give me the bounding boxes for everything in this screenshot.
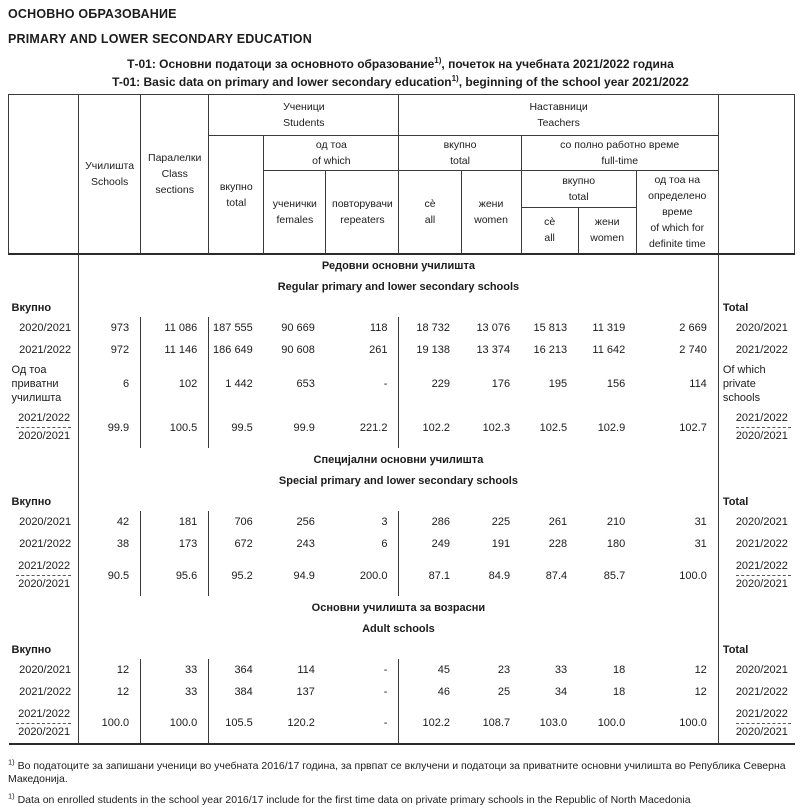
corner-cell-left bbox=[9, 95, 79, 255]
row-label bbox=[9, 448, 79, 493]
value-cell: 191 bbox=[491, 538, 511, 550]
value-cell: 114 bbox=[636, 361, 718, 407]
value-cell: 105.5 bbox=[209, 703, 264, 744]
footnote-en: $^{1)}$ Data on enrolled students in the school year 2016/17 include for the first time data on private primary schools in the Republic of North Macedonia bbox=[8, 791, 691, 806]
page-title-mk: ОСНОВНО ОБРАЗОВАНИЕ bbox=[8, 7, 177, 21]
section-title-row bbox=[9, 254, 795, 299]
value-cell: 23 bbox=[497, 664, 511, 676]
value-cell: 95.6 bbox=[141, 555, 209, 596]
section-title: Специјални основни училишта Special primary and lower secondary schools bbox=[79, 448, 719, 493]
value-cell: 102.2 bbox=[399, 703, 461, 744]
table-row bbox=[9, 361, 795, 407]
col-header-fulltime-all: сѐ all bbox=[521, 207, 578, 254]
col-header-definite-time: од тоа на определено време of which for definite time bbox=[636, 171, 718, 255]
value-cell: - bbox=[326, 681, 399, 703]
empty-cell bbox=[79, 493, 719, 511]
value-cell: 1 442 bbox=[225, 378, 253, 390]
value-cell: 87.1 bbox=[428, 569, 451, 582]
footnote-marker: 1) bbox=[434, 56, 442, 65]
col-header-fulltime-total: вкупно total bbox=[521, 171, 636, 208]
table-row bbox=[9, 641, 795, 659]
value-cell: 45 bbox=[437, 664, 451, 676]
table-row bbox=[9, 339, 795, 361]
row-label-en: 2021/2022 bbox=[718, 339, 794, 361]
row-label: 2020/2021 bbox=[9, 511, 79, 533]
value-cell: 102.3 bbox=[482, 421, 511, 434]
section-title: Основни училишта за возрасни Adult schools bbox=[79, 596, 719, 641]
value-cell: 384 bbox=[234, 686, 253, 698]
col-header-schools: Училишта Schools bbox=[79, 95, 141, 255]
value-cell: 13 076 bbox=[476, 322, 511, 334]
value-cell: 38 bbox=[79, 533, 141, 555]
row-label-en: 2021/2022 2020/2021 bbox=[718, 555, 794, 596]
col-header-teachers: Наставници Teachers bbox=[399, 95, 718, 136]
footnote-mk: $^{1)}$ Во податоците за запишани ученици во учебната 2016/17 година, за првпат се вклучени и податоци за приватните основни училишта во Република Северна Македонија. bbox=[8, 757, 786, 785]
row-label-en bbox=[718, 596, 794, 641]
section-title-row bbox=[9, 448, 795, 493]
value-cell: 31 bbox=[636, 511, 718, 533]
row-label-en bbox=[718, 254, 794, 299]
value-cell: 11 086 bbox=[141, 317, 209, 339]
ratio-divider bbox=[16, 427, 71, 428]
table-title-mk: Т-01: Основни податоци за основното образование$^{1)}$, почеток на учебната 2021/2022 година bbox=[127, 56, 674, 71]
value-cell: 25 bbox=[497, 686, 511, 698]
row-label-en: 2021/2022 2020/2021 bbox=[718, 407, 794, 448]
col-header-students-total: вкупно total bbox=[209, 136, 264, 255]
value-cell: 706 bbox=[234, 516, 253, 528]
value-cell: 176 bbox=[491, 378, 511, 390]
value-cell: 90 669 bbox=[281, 322, 315, 334]
value-cell: 11 319 bbox=[592, 322, 626, 334]
footnotes bbox=[8, 757, 796, 807]
footnote-marker: 1) bbox=[451, 74, 459, 83]
row-label-en: Total bbox=[718, 641, 794, 659]
value-cell: 256 bbox=[296, 516, 315, 528]
table-row bbox=[9, 659, 795, 681]
row-label-en: 2020/2021 bbox=[718, 317, 794, 339]
table-row bbox=[9, 493, 795, 511]
value-cell: 90 608 bbox=[281, 344, 315, 356]
value-cell: 18 bbox=[612, 664, 626, 676]
row-label-en: 2021/2022 bbox=[718, 533, 794, 555]
row-label-en: 2021/2022 2020/2021 bbox=[718, 703, 794, 744]
value-cell: 156 bbox=[606, 378, 626, 390]
row-label-en: 2021/2022 bbox=[718, 681, 794, 703]
ratio-divider bbox=[736, 575, 791, 576]
row-label-en: 2020/2021 bbox=[718, 659, 794, 681]
col-header-students-of-which: од тоа of which bbox=[264, 136, 399, 171]
value-cell: 42 bbox=[79, 511, 141, 533]
value-cell: 11 146 bbox=[141, 339, 209, 361]
value-cell: 972 bbox=[79, 339, 141, 361]
value-cell: 99.5 bbox=[231, 421, 253, 434]
table-row bbox=[9, 299, 795, 317]
value-cell: 108.7 bbox=[461, 703, 521, 744]
col-header-teachers-total: вкупно total bbox=[399, 136, 521, 171]
value-cell: 99.9 bbox=[293, 421, 315, 434]
value-cell: 200.0 bbox=[326, 555, 399, 596]
value-cell: 195 bbox=[548, 378, 568, 390]
value-cell: 114 bbox=[297, 664, 315, 676]
table-row bbox=[9, 407, 795, 448]
col-header-teachers-all: сѐ all bbox=[399, 171, 461, 255]
row-label: 2020/2021 bbox=[9, 317, 79, 339]
value-cell: 33 bbox=[141, 659, 209, 681]
value-cell: 102.5 bbox=[539, 421, 568, 434]
section-title-row bbox=[9, 596, 795, 641]
value-cell: 31 bbox=[636, 533, 718, 555]
value-cell: 33 bbox=[554, 664, 568, 676]
row-label: 2020/2021 bbox=[9, 659, 79, 681]
value-cell: 103.0 bbox=[521, 703, 578, 744]
value-cell: 16 213 bbox=[533, 344, 568, 356]
value-cell: 221.2 bbox=[326, 407, 399, 448]
value-cell: 181 bbox=[141, 511, 209, 533]
value-cell: 653 bbox=[296, 378, 315, 390]
value-cell: 12 bbox=[79, 659, 141, 681]
value-cell: 6 bbox=[79, 361, 141, 407]
header-row bbox=[9, 95, 795, 136]
col-header-students: Ученици Students bbox=[209, 95, 399, 136]
row-label-en: Of which private schools bbox=[718, 361, 794, 407]
col-header-repeaters: повторувачи repeaters bbox=[326, 171, 399, 255]
value-cell: 11 642 bbox=[592, 344, 626, 356]
row-label-en: Total bbox=[718, 493, 794, 511]
row-label-en: 2020/2021 bbox=[718, 511, 794, 533]
value-cell: 19 138 bbox=[416, 344, 451, 356]
value-cell: 249 bbox=[431, 538, 451, 550]
col-header-teachers-women: жени women bbox=[461, 171, 521, 255]
value-cell: 85.7 bbox=[603, 569, 626, 582]
row-label: 2021/2022 bbox=[9, 339, 79, 361]
row-label: 2021/2022 2020/2021 bbox=[9, 555, 79, 596]
footnote-marker: 1) bbox=[8, 757, 15, 767]
value-cell: 94.9 bbox=[293, 569, 315, 582]
section-title: Редовни основни училишта Regular primary and lower secondary schools bbox=[79, 254, 719, 299]
row-label: Од тоа приватни училишта bbox=[9, 361, 79, 407]
row-label: Вкупно bbox=[9, 641, 79, 659]
value-cell: 102.7 bbox=[636, 407, 718, 448]
value-cell: 261 bbox=[548, 516, 568, 528]
value-cell: 243 bbox=[296, 538, 315, 550]
value-cell: 187 555 bbox=[213, 322, 253, 334]
value-cell: 100.0 bbox=[636, 555, 718, 596]
row-label: Вкупно bbox=[9, 493, 79, 511]
statistics-table bbox=[8, 94, 795, 745]
empty-cell bbox=[79, 641, 719, 659]
value-cell: 100.0 bbox=[578, 703, 636, 744]
value-cell: 15 813 bbox=[533, 322, 568, 334]
value-cell: 286 bbox=[431, 516, 451, 528]
table-title-en: T-01: Basic data on primary and lower secondary education$^{1)}$, beginning of the school year 2021/2022 bbox=[112, 74, 689, 89]
value-cell: 3 bbox=[326, 511, 399, 533]
value-cell: 100.5 bbox=[141, 407, 209, 448]
value-cell: 100.0 bbox=[141, 703, 209, 744]
value-cell: 173 bbox=[141, 533, 209, 555]
row-label: 2021/2022 bbox=[9, 533, 79, 555]
ratio-divider bbox=[16, 723, 71, 724]
col-header-females: ученички females bbox=[264, 171, 326, 255]
row-label bbox=[9, 254, 79, 299]
value-cell: 210 bbox=[606, 516, 626, 528]
value-cell: 13 374 bbox=[476, 344, 511, 356]
value-cell: - bbox=[326, 361, 399, 407]
value-cell: 2 669 bbox=[636, 317, 718, 339]
value-cell: 118 bbox=[326, 317, 399, 339]
value-cell: 225 bbox=[491, 516, 511, 528]
value-cell: 137 bbox=[296, 686, 315, 698]
value-cell: 261 bbox=[326, 339, 399, 361]
value-cell: 672 bbox=[234, 538, 253, 550]
value-cell: 100.0 bbox=[79, 703, 141, 744]
value-cell: 46 bbox=[437, 686, 451, 698]
table-row bbox=[9, 511, 795, 533]
value-cell: 18 732 bbox=[416, 322, 451, 334]
value-cell: 186 649 bbox=[213, 344, 253, 356]
corner-cell-right bbox=[718, 95, 794, 255]
table-row bbox=[9, 555, 795, 596]
value-cell: 95.2 bbox=[231, 569, 253, 582]
footnote-marker: 1) bbox=[8, 791, 15, 801]
row-label bbox=[9, 596, 79, 641]
value-cell: 84.9 bbox=[488, 569, 511, 582]
value-cell: 18 bbox=[612, 686, 626, 698]
value-cell: 12 bbox=[79, 681, 141, 703]
col-header-teachers-fulltime: со полно работно време full-time bbox=[521, 136, 718, 171]
ratio-divider bbox=[736, 427, 791, 428]
row-label: 2021/2022 2020/2021 bbox=[9, 703, 79, 744]
value-cell: 6 bbox=[326, 533, 399, 555]
row-label: 2021/2022 2020/2021 bbox=[9, 407, 79, 448]
value-cell: 34 bbox=[554, 686, 568, 698]
row-label: Вкупно bbox=[9, 299, 79, 317]
row-label-en: Total bbox=[718, 299, 794, 317]
row-label: 2021/2022 bbox=[9, 681, 79, 703]
value-cell: 102.2 bbox=[422, 421, 451, 434]
value-cell: 102 bbox=[141, 361, 209, 407]
value-cell: - bbox=[326, 703, 399, 744]
value-cell: 12 bbox=[636, 659, 718, 681]
ratio-divider bbox=[736, 723, 791, 724]
page-title-en: PRIMARY AND LOWER SECONDARY EDUCATION bbox=[8, 32, 312, 46]
value-cell: 2 740 bbox=[636, 339, 718, 361]
empty-cell bbox=[79, 299, 719, 317]
col-header-fulltime-women: жени women bbox=[578, 207, 636, 254]
value-cell: 180 bbox=[606, 538, 626, 550]
table-row bbox=[9, 317, 795, 339]
value-cell: - bbox=[326, 659, 399, 681]
value-cell: 87.4 bbox=[545, 569, 568, 582]
value-cell: 229 bbox=[431, 378, 451, 390]
row-label-en bbox=[718, 448, 794, 493]
value-cell: 364 bbox=[234, 664, 253, 676]
table-row bbox=[9, 703, 795, 744]
value-cell: 973 bbox=[79, 317, 141, 339]
value-cell: 90.5 bbox=[79, 555, 141, 596]
value-cell: 228 bbox=[548, 538, 568, 550]
table-row bbox=[9, 681, 795, 703]
value-cell: 120.2 bbox=[264, 703, 326, 744]
value-cell: 102.9 bbox=[597, 421, 626, 434]
ratio-divider bbox=[16, 575, 71, 576]
value-cell: 33 bbox=[141, 681, 209, 703]
col-header-class-sections: Паралелки Class sections bbox=[141, 95, 209, 255]
value-cell: 12 bbox=[636, 681, 718, 703]
value-cell: 99.9 bbox=[79, 407, 141, 448]
value-cell: 100.0 bbox=[636, 703, 718, 744]
table-row bbox=[9, 533, 795, 555]
